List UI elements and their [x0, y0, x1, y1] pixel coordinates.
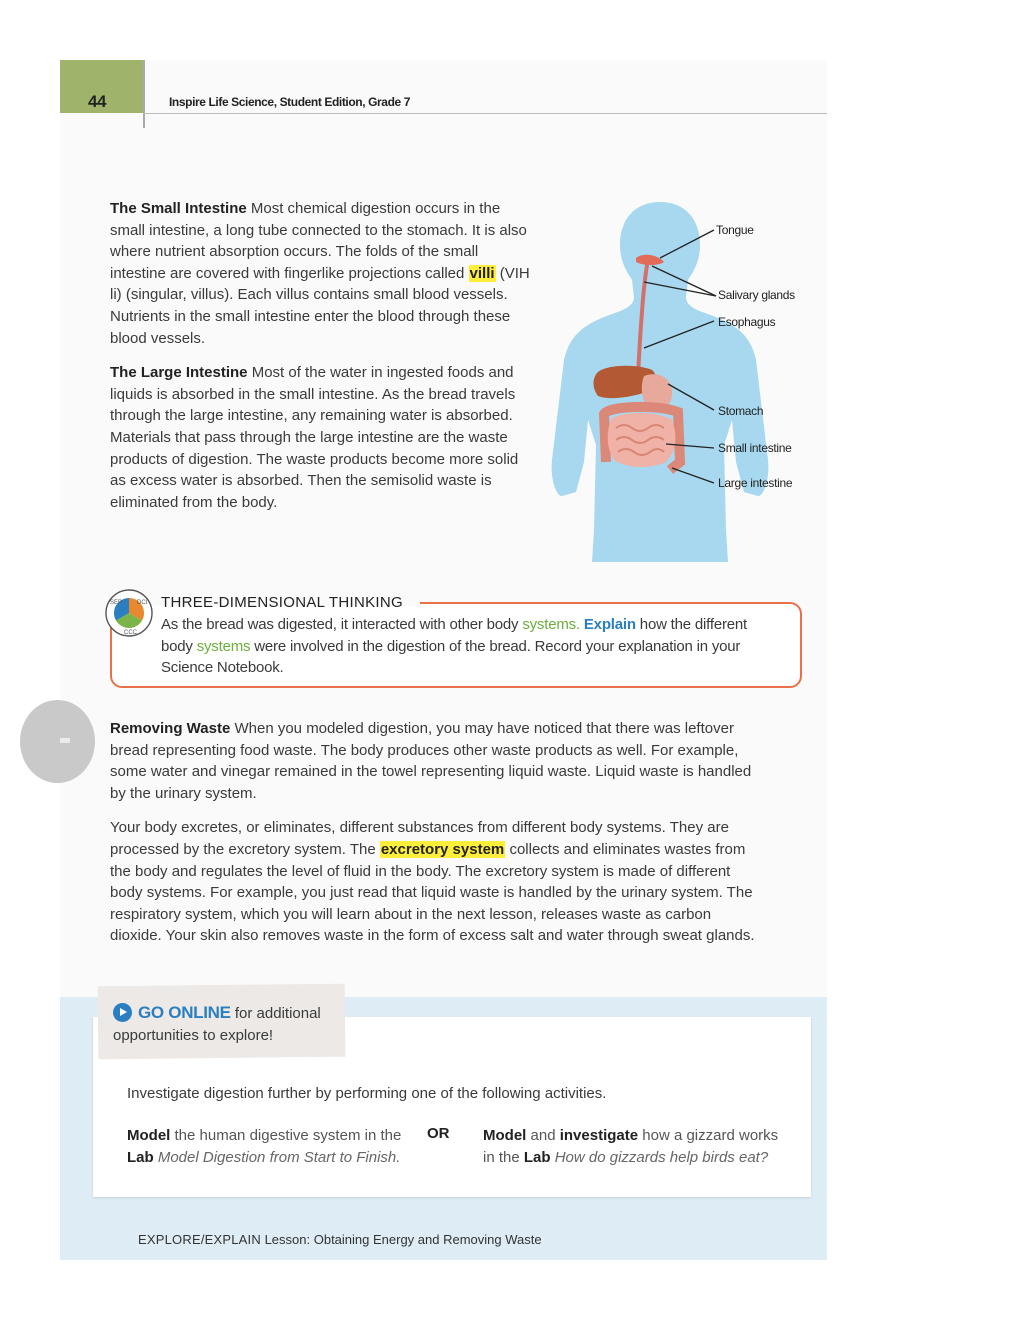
- label-large-intestine: Large intestine: [718, 476, 793, 490]
- activity-gizzard-lab[interactable]: Model and investigate how a gizzard works in the Lab How do gizzards help birds eat?: [483, 1127, 779, 1166]
- large-intestine-heading: The Large Intestine: [110, 364, 248, 382]
- page-number: 44: [88, 92, 106, 111]
- small-intestine-paragraph: The Small Intestine Most chemical digestion occurs in the small intestine, a long tube connected to the stomach. It is also where nutrient absorption occurs. The folds of the small intestine are covered with fingerlike projections called villi (VIH li) (singular, villus). Each villus contains small blood vessels. Nutrients in the small intestine enter the blood through these blood vessels.: [110, 200, 530, 347]
- side-nav-tab-marker: [60, 738, 70, 743]
- excretory-system-term[interactable]: excretory system: [380, 840, 505, 858]
- explain-keyword: Explain: [583, 616, 636, 633]
- removing-waste-paragraph: Removing Waste When you modeled digestion, you may have noticed that there was leftover bread representing food waste. The body produces other waste products as well. For example, some water and vinegar remained in the towel representing liquid waste. Liquid waste is handled by the urinary system.: [110, 720, 752, 802]
- icon-label-dci: DCI: [137, 600, 148, 606]
- header-rule: [143, 113, 827, 114]
- three-dimensional-thinking-icon: [104, 588, 154, 638]
- icon-label-sep: SEP: [110, 600, 123, 606]
- excretory-system-paragraph: Your body excretes, or eliminates, different substances from different body systems. They are processed by the excretory system. The excretory system collects and eliminates wastes from the body and regulates the level of fluid in the body. The excretory system is made of different body systems. For example, you just read that liquid waste is handled by the urinary system. The respiratory system, which you will learn about in the next lesson, releases waste as carbon dioxide. Your skin also removes waste in the form of excess salt and water through sweat glands.: [110, 819, 755, 945]
- systems-keyword: systems: [522, 616, 576, 633]
- header-divider: [143, 60, 145, 128]
- or-separator: OR: [427, 1125, 450, 1142]
- footer-section: EXPLORE/EXPLAIN: [138, 1232, 261, 1247]
- page-footer: [138, 1232, 542, 1247]
- removing-waste-heading: Removing Waste: [110, 720, 231, 737]
- digestive-system-diagram: [548, 200, 772, 562]
- three-dimensional-thinking-title: THREE-DIMENSIONAL THINKING: [161, 594, 403, 611]
- go-online-title[interactable]: GO ONLINE: [138, 1003, 231, 1022]
- label-small-intestine: Small intestine: [718, 441, 792, 455]
- systems-keyword: systems: [196, 637, 251, 655]
- go-online-link[interactable]: GO ONLINE for additional: [113, 1003, 321, 1023]
- villi-term[interactable]: villi: [469, 264, 495, 282]
- book-title: Inspire Life Science, Student Edition, Grade 7: [169, 95, 410, 109]
- footer-lesson: Lesson: Obtaining Energy and Removing Waste: [264, 1232, 542, 1247]
- three-dimensional-thinking-prompt: As the bread was digested, it interacted with other body systems. Explain how the different body systems were involved in the digestion of the bread. Record your explanation in your Science Notebook.: [161, 616, 748, 677]
- small-intestine: [608, 413, 676, 467]
- intestine-text-column: [110, 198, 535, 526]
- side-nav-tab[interactable]: [20, 700, 95, 783]
- activities-intro: Investigate digestion further by performing one of the following activities.: [127, 1085, 607, 1102]
- label-tongue: Tongue: [716, 223, 754, 237]
- play-icon: [113, 1003, 132, 1022]
- large-intestine-paragraph: The Large Intestine Most of the water in ingested foods and liquids is absorbed in the small intestine. As the bread travels through the large intestine, any remaining water is absorbed. Materials that pass through the large intestine are the waste products of digestion. The waste products become more solid as excess water is absorbed. Then the semisolid waste is eliminated from the body.: [110, 364, 519, 511]
- label-stomach: Stomach: [718, 404, 764, 418]
- icon-label-ccc: CCC: [124, 630, 137, 636]
- activity-model-digestion[interactable]: Model the human digestive system in the Lab Model Digestion from Start to Finish.: [127, 1127, 402, 1166]
- label-esophagus: Esophagus: [718, 315, 776, 329]
- removing-waste-section: [110, 718, 760, 960]
- go-online-text: opportunities to explore!: [113, 1027, 274, 1044]
- small-intestine-heading: The Small Intestine: [110, 200, 247, 217]
- label-salivary-glands: Salivary glands: [718, 288, 795, 302]
